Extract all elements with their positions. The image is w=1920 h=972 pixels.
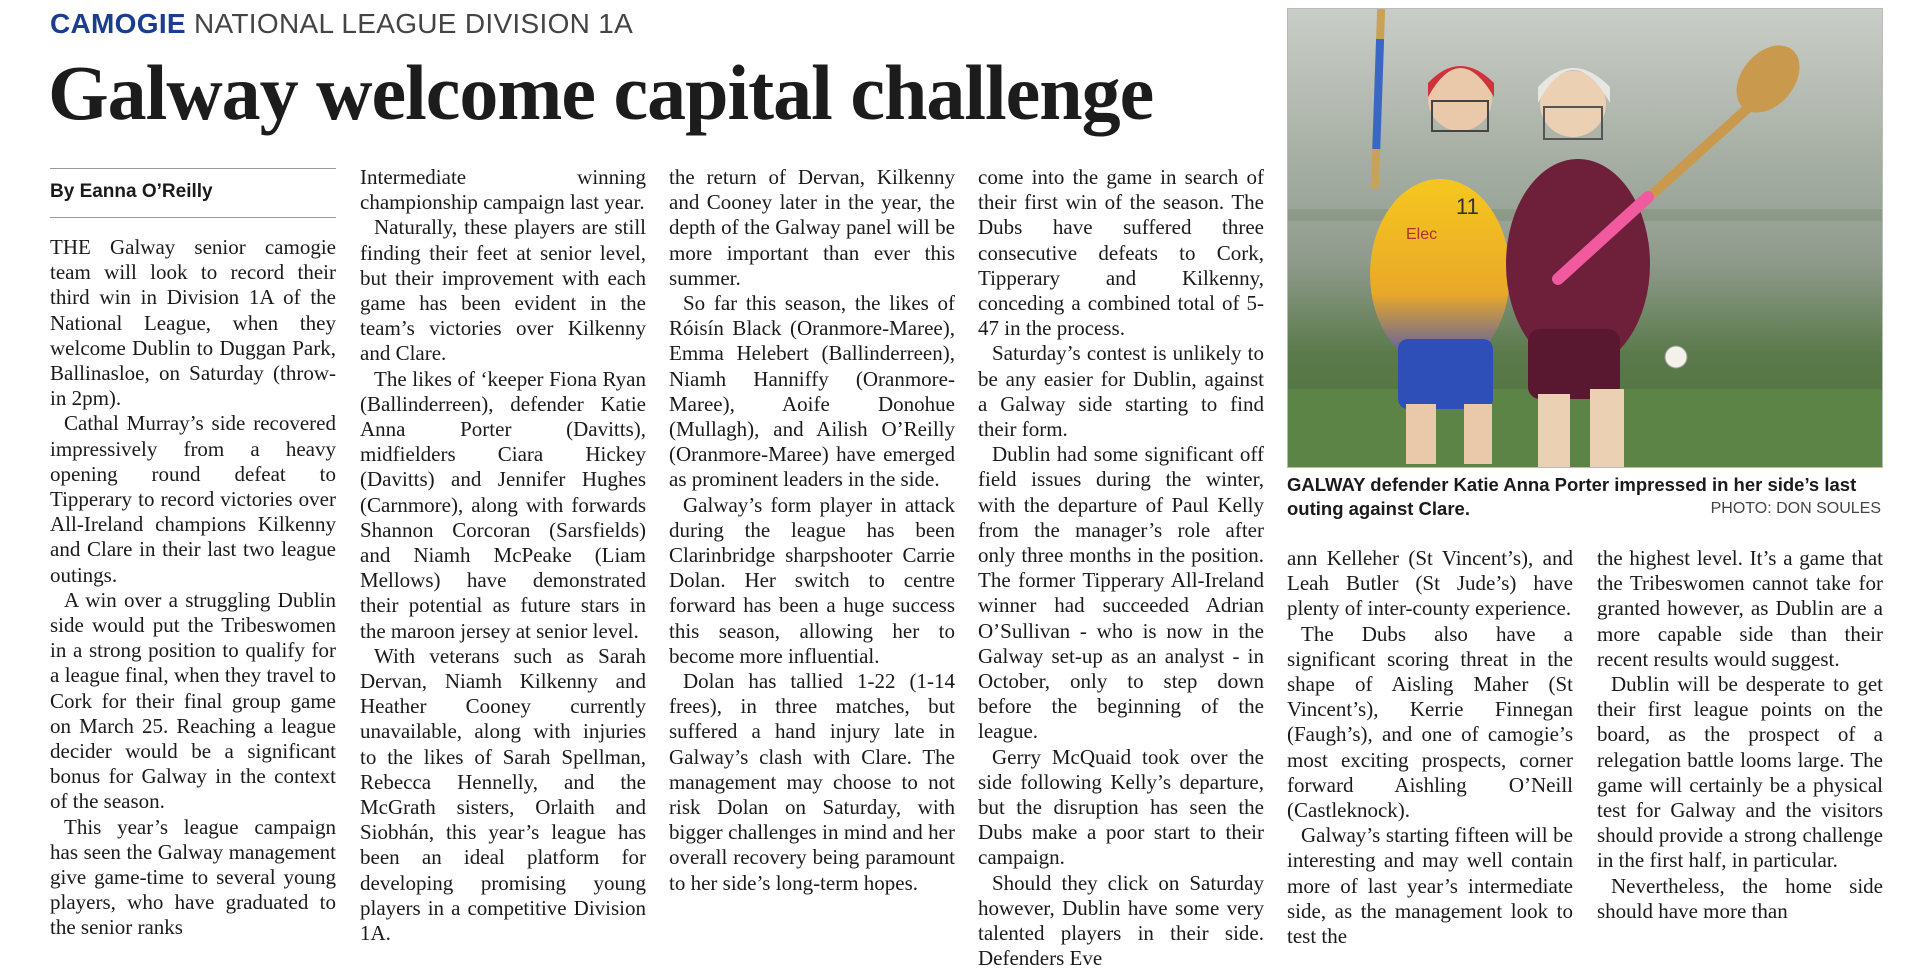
article-column-4 <box>978 165 1264 972</box>
paragraph: The likes of ‘keeper Fiona Ryan (Ballinderreen), defender Katie Anna Porter (Davitts), midfielders Ciara Hickey (Davitts) and Jennifer Hughes (Carnmore), along with forwards Shannon Corcoran (Sarsfields) and Niamh McPeake (Liam Mellows) have demonstrated their potential as future stars in the maroon jersey at senior level. <box>360 366 646 643</box>
camogie-players-illustration <box>1288 9 1883 468</box>
article-column-1 <box>50 168 336 941</box>
paragraph: Gerry McQuaid took over the side following Kelly’s departure, but the disruption has seen the Dubs make a poor start to their campaign. <box>978 744 1264 870</box>
photo-caption-block <box>1287 473 1883 521</box>
paragraph: Naturally, these players are still finding their feet at senior level, but their improvement with each game has been evident in the team’s victories over Kilkenny and Clare. <box>360 215 646 366</box>
paragraph: Dublin had some significant off field issues during the winter, with the departure of Paul Kelly from the manager’s role after only three months in the position. The former Tipperary All-Ireland winner had succeeded Adrian O’Sullivan - who is now in the Galway set-up as an analyst - in October, only to step down before the beginning of the league. <box>978 442 1264 744</box>
byline-top-rule <box>50 168 336 169</box>
paragraph: Dolan has tallied 1-22 (1-14 frees), in three matches, but suffered a hand injury late in Galway’s clash with Clare. The management may choose to not risk Dolan on Saturday, with bigger challenges in mind and her overall recovery being paramount to her side’s long-term hopes. <box>669 669 955 895</box>
paragraph: Should they click on Saturday however, Dublin have some very talented players in their side. Defenders Eve <box>978 870 1264 971</box>
paragraph: Galway’s starting fifteen will be interesting and may well contain more of last year’s intermediate side, as the management look to test the <box>1287 823 1573 949</box>
article-column-2 <box>360 165 646 946</box>
paragraph: the return of Dervan, Kilkenny and Cooney later in the year, the depth of the Galway panel will be more important than ever this summer. <box>669 165 955 290</box>
section-kicker <box>50 8 633 40</box>
paragraph: So far this season, the likes of Róisín Black (Oranmore-Maree), Emma Helebert (Ballinderreen), Niamh Hanniffy (Oranmore-Maree), Aoife Donohue (Mullagh), and Ailish O’Reilly (Oranmore-Maree) have emerged as prominent leaders in the side. <box>669 291 955 492</box>
photo-credit: PHOTO: DON SOULES <box>1710 500 1881 517</box>
paragraph: Intermediate winning championship campaign last year. <box>360 165 646 215</box>
paragraph: come into the game in search of their first win of the season. The Dubs have suffered three consecutive defeats to Cork, Tipperary and Kilkenny, conceding a combined total of 5-47 in the process. <box>978 165 1264 341</box>
paragraph: THE Galway senior camogie team will look to record their third win in Division 1A of the National League, when they welcome Dublin to Duggan Park, Ballinasloe, on Saturday (throw-in 2pm). <box>50 235 336 411</box>
yellow-jersey-sponsor: Elec <box>1406 226 1438 243</box>
paragraph: ann Kelleher (St Vincent’s), and Leah Butler (St Jude’s) have plenty of inter-county experience. <box>1287 546 1573 621</box>
kicker-competition: NATIONAL LEAGUE DIVISION 1A <box>193 8 634 39</box>
article-column-5 <box>1287 546 1573 949</box>
paragraph: Galway’s form player in attack during the league has been Clarinbridge sharpshooter Carrie Dolan. Her switch to centre forward has been a huge success this season, allowing her to become more influential. <box>669 492 955 668</box>
match-photo <box>1287 8 1883 468</box>
paragraph: Saturday’s contest is unlikely to be any easier for Dublin, against a Galway side starting to find their form. <box>978 341 1264 442</box>
byline: By Eanna O’Reilly <box>50 181 336 218</box>
paragraph: With veterans such as Sarah Dervan, Niamh Kilkenny and Heather Cooney currently unavailable, along with injuries to the likes of Sarah Spellman, Rebecca Hennelly, and the McGrath sisters, Orlaith and Siobhán, this year’s league has been an ideal platform for developing promising young players in a competitive Division 1A. <box>360 643 646 946</box>
paragraph: Dublin will be desperate to get their first league points on the board, as the prospect of a relegation battle looms large. The game will certainly be a physical test for Galway and the visitors should provide a strong challenge in the first half, in particular. <box>1597 672 1883 873</box>
paragraph: The Dubs also have a significant scoring threat in the shape of Aisling Maher (St Vincent’s), Kerrie Finnegan (Faugh’s), and one of camogie’s most exciting prospects, corner forward Aishling O’Neill (Castleknock). <box>1287 621 1573 823</box>
paragraph: This year’s league campaign has seen the Galway management give game-time to several young players, who have graduated to the senior ranks <box>50 814 336 940</box>
kicker-sport: CAMOGIE <box>50 8 186 39</box>
photo-caption: GALWAY defender Katie Anna Porter impressed in her side’s last outing against Clare. <box>1287 474 1857 519</box>
yellow-jersey-number: 11 <box>1456 194 1479 219</box>
article-column-3 <box>669 165 955 896</box>
paragraph: the highest level. It’s a game that the Tribeswomen cannot take for granted however, as Dublin are a more capable side than their recent results would suggest. <box>1597 546 1883 671</box>
article-column-6 <box>1597 546 1883 924</box>
paragraph: Cathal Murray’s side recovered impressively from a heavy opening round defeat to Tipperary to record victories over All-Ireland champions Kilkenny and Clare in their last two league outings. <box>50 411 336 587</box>
paragraph: Nevertheless, the home side should have more than <box>1597 873 1883 923</box>
article-headline: Galway welcome capital challenge <box>48 49 1154 136</box>
paragraph: A win over a struggling Dublin side would put the Tribeswomen in a strong position to qualify for a league final, when they travel to Cork for their final group game on March 25. Reaching a league decider would be a significant bonus for Galway in the context of the season. <box>50 587 336 814</box>
